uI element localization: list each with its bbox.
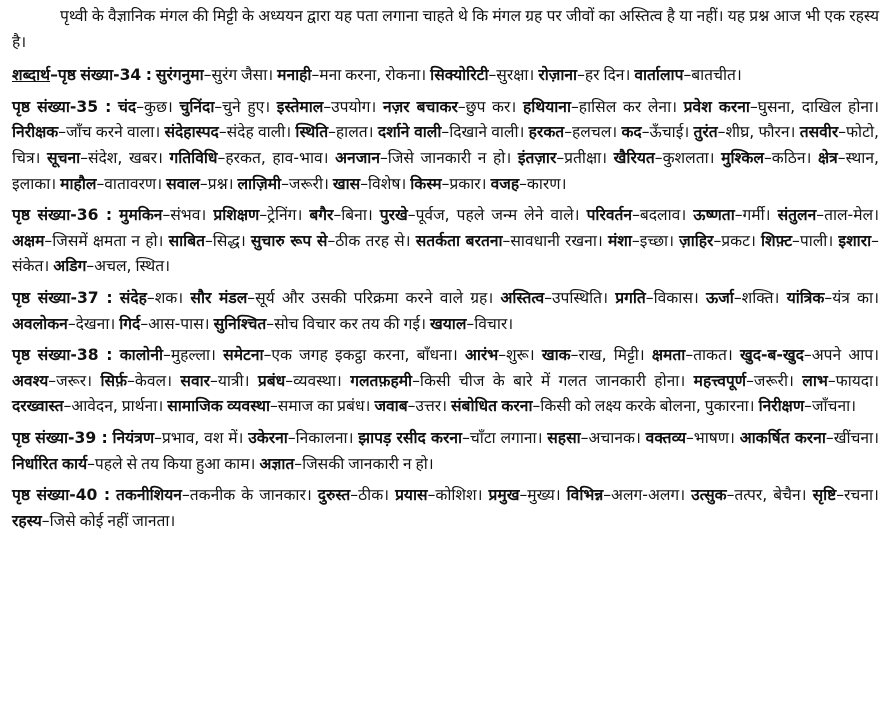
- glossary-meaning: हालत।: [335, 123, 374, 142]
- glossary-meaning: बिना।: [341, 206, 373, 225]
- glossary-meaning: भाषण।: [693, 428, 735, 447]
- glossary-term: संबोधित करना: [451, 397, 533, 416]
- glossary-meaning: यंत्र का।: [832, 288, 879, 307]
- glossary-meaning: आस-पास।: [148, 314, 210, 333]
- glossary-meaning: ताल-मेल।: [824, 206, 879, 225]
- glossary-term: कद: [621, 123, 642, 142]
- page-number-label: पृष्ठ संख्या-36 :: [12, 206, 113, 225]
- glossary-meaning: कुशलता।: [662, 148, 715, 167]
- glossary-meaning: सोच विचार कर तय की गई।: [274, 314, 427, 333]
- glossary-meaning: प्रतीक्षा।: [564, 148, 608, 167]
- glossary-meaning: कारण।: [526, 174, 567, 193]
- glossary-term: इंतज़ार: [517, 148, 557, 167]
- glossary-meaning: व्यवस्था।: [293, 371, 342, 390]
- glossary-meaning: सिद्ध।: [212, 231, 246, 250]
- glossary-term: सुचारु रूप से: [250, 231, 328, 250]
- glossary-meaning: कोशिश।: [435, 486, 483, 505]
- glossary: [12, 63, 879, 534]
- glossary-meaning: मुहल्ला।: [170, 346, 216, 365]
- glossary-meaning: उपयोग।: [331, 97, 377, 116]
- glossary-term: खयाल: [429, 314, 467, 333]
- glossary-meaning: जिसे कोई नहीं जानता।: [49, 511, 176, 530]
- glossary-term: सौर मंडल: [190, 288, 248, 307]
- glossary-section: पृष्ठ संख्या-36 : मुमकिन–संभव। प्रशिक्षण–ट्रेनिंग। बगैर–बिना। पुरखे–पूर्वज, पहले जन्म लेने वाले। परिवर्तन–बदलाव। ऊष्णता–गर्मी। संतुलन–ताल-मेल। अक्षम–जिसमें क्षमता न हो। साबित–सिद्ध। सुचारु रूप से–ठीक तरह से। सतर्कता बरतना–सावधानी रखना। मंशा–इच्छा। ज़ाहिर–प्रकट। शिफ़्ट–पाली। इशारा–संकेत। अडिग–अचल, स्थित।: [12, 206, 879, 276]
- glossary-section: पृष्ठ संख्या-35 : चंद–कुछ। चुनिंदा–चुने हुए। इस्तेमाल–उपयोग। नज़र बचाकर–छुप कर। हथियाना–हासिल कर लेना। प्रवेश करना–घुसना, दाखिल होना। निरीक्षक–जाँच करने वाला। संदेहास्पद–संदेह वाली। स्थिति–हालत। दर्शाने वाली–दिखाने वाली। हरकत–हलचल। कद–ऊँचाई। तुरंत–शीघ्र, फौरन। तसवीर–फोटो, चित्र। सूचना–संदेश, खबर। गतिविधि–हरकत, हाव-भाव। अनजान–जिसे जानकारी न हो। इंतज़ार–प्रतीक्षा। खैरियत–कुशलता। मुश्किल–कठिन। क्षेत्र–स्थान, इलाका। माहौल–वातावरण। सवाल–प्रश्न। लाज़िमी–जरूरी। खास–विशेष। किस्म–प्रकार। वजह–कारण।: [12, 97, 879, 193]
- glossary-term: मनाही: [277, 66, 312, 85]
- glossary-meaning: खींचना।: [833, 428, 879, 447]
- glossary-section: पृष्ठ संख्या-39 : नियंत्रण–प्रभाव, वश में। उकेरना–निकालना। झापड़ रसीद करना–चाँटा लगाना। सहसा–अचानक। वक्तव्य–भाषण। आकर्षित करना–खींचना। निर्धारित कार्य–पहले से तय किया हुआ काम। अज्ञात–जिसकी जानकारी न हो।: [12, 428, 879, 473]
- glossary-term: अज्ञात: [259, 454, 295, 473]
- glossary-meaning: जाँच करने वाला।: [66, 123, 161, 142]
- glossary-term: दरख्वास्त: [12, 397, 64, 416]
- glossary-term: किस्म: [410, 174, 442, 193]
- glossary-meaning: प्रश्न।: [207, 174, 234, 193]
- glossary-term: सृष्टि: [812, 486, 837, 505]
- glossary-term: महत्त्वपूर्ण: [693, 371, 747, 390]
- glossary-term: गिर्द: [119, 314, 141, 333]
- glossary-meaning: दिखाने वाली।: [449, 123, 525, 142]
- glossary-term: प्रमुख: [488, 486, 520, 505]
- glossary-section: शब्दार्थ–पृष्ठ संख्या-34 : सुरंगनुमा–सुरंग जैसा। मनाही–मना करना, रोकना। सिक्योरिटी–सुरक्षा। रोज़ाना–हर दिन। वार्तालाप–बातचीत।: [12, 66, 742, 85]
- glossary-meaning: रचना।: [844, 486, 879, 505]
- glossary-meaning: तत्पर, बेचैन।: [734, 486, 807, 505]
- glossary-meaning: उत्तर।: [415, 397, 448, 416]
- glossary-meaning: सुरक्षा।: [496, 66, 535, 85]
- glossary-meaning: देखना।: [75, 314, 116, 333]
- glossary-term: खाक: [541, 346, 571, 365]
- glossary-meaning: जिसे जानकारी न हो।: [387, 148, 512, 167]
- glossary-meaning: केवल।: [134, 371, 172, 390]
- glossary-term: अस्तित्व: [500, 288, 545, 307]
- glossary-meaning: ट्रेनिंग।: [267, 206, 303, 225]
- glossary-term: दुरुस्त: [317, 486, 351, 505]
- glossary-term: अडिग: [53, 257, 87, 276]
- glossary-meaning: संकेत।: [12, 257, 50, 276]
- glossary-meaning: उपस्थिति।: [551, 288, 608, 307]
- glossary-term: मंशा: [607, 231, 632, 250]
- glossary-meaning: किसी चीज के बारे में गलत जानकारी होना।: [419, 371, 686, 390]
- glossary-term: सुनिश्चित: [213, 314, 267, 333]
- glossary-meaning: सूर्य और उसकी परिक्रमा करने वाले ग्रह।: [255, 288, 494, 307]
- glossary-term: प्रबंध: [257, 371, 286, 390]
- glossary-term: कालोनी: [119, 346, 164, 365]
- glossary-meaning: फायदा।: [835, 371, 880, 390]
- glossary-term: अक्षम: [12, 231, 45, 250]
- glossary-meaning: जिसकी जानकारी न हो।: [302, 454, 434, 473]
- glossary-meaning: हासिल कर लेना।: [578, 97, 678, 116]
- glossary-section: पृष्ठ संख्या-40 : तकनीशियन–तकनीक के जानकार। दुरुस्त–ठीक। प्रयास–कोशिश। प्रमुख–मुख्य। विभिन्न–अलग-अलग। उत्सुक–तत्पर, बेचैन। सृष्टि–रचना। रहस्य–जिसे कोई नहीं जानता।: [12, 486, 879, 530]
- glossary-term: जवाब: [374, 397, 408, 416]
- glossary-term: सहसा: [547, 428, 581, 447]
- glossary-term: संदेह: [119, 288, 147, 307]
- glossary-meaning: गर्मी।: [742, 206, 771, 225]
- glossary-meaning: हरकत, हाव-भाव।: [225, 148, 329, 167]
- glossary-meaning: शीघ्र, फौरन।: [725, 123, 796, 142]
- glossary-section: पृष्ठ संख्या-37 : संदेह–शक। सौर मंडल–सूर्य और उसकी परिक्रमा करने वाले ग्रह। अस्तित्व–उपस्थिति। प्रगति–विकास। ऊर्जा–शक्ति। यांत्रिक–यंत्र का। अवलोकन–देखना। गिर्द–आस-पास। सुनिश्चित–सोच विचार कर तय की गई। खयाल–विचार।: [12, 288, 879, 333]
- glossary-meaning: हर दिन।: [584, 66, 631, 85]
- page-number-label: पृष्ठ संख्या-39 :: [12, 428, 108, 447]
- glossary-term: चुनिंदा: [179, 97, 215, 116]
- glossary-meaning: कुछ।: [143, 97, 173, 116]
- intro-paragraph: पृथ्वी के वैज्ञानिक मंगल की मिट्टी के अध्ययन द्वारा यह पता लगाना चाहते थे कि मंगल ग्रह पर जीवों का अस्तित्व है या नहीं। यह प्रश्न आज भी एक रहस्य है।: [12, 7, 879, 51]
- glossary-meaning: अचानक।: [588, 428, 641, 447]
- glossary-meaning: हलचल।: [571, 123, 618, 142]
- glossary-meaning: ऊँचाई।: [649, 123, 690, 142]
- glossary-term: प्रगति: [615, 288, 646, 307]
- glossary-meaning: विशेष।: [368, 174, 407, 193]
- glossary-term: गलतफ़हमी: [350, 371, 413, 390]
- glossary-term: वजह: [490, 174, 520, 193]
- glossary-term: क्षमता: [651, 346, 686, 365]
- glossary-meaning: जरूर।: [56, 371, 93, 390]
- glossary-term: पुरखे: [379, 206, 408, 225]
- glossary-term: अवलोकन: [12, 314, 68, 333]
- glossary-term: निरीक्षण: [758, 397, 805, 416]
- glossary-term: समेटना: [223, 346, 264, 365]
- glossary-meaning: यात्री।: [217, 371, 250, 390]
- glossary-term: प्रशिक्षण: [213, 206, 260, 225]
- glossary-meaning: इच्छा।: [639, 231, 674, 250]
- glossary-term: सवाल: [166, 174, 200, 193]
- glossary-term: तुरंत: [693, 123, 718, 142]
- glossary-term: मुश्किल: [721, 148, 764, 167]
- glossary-meaning: कठिन।: [771, 148, 812, 167]
- glossary-term: स्थिति: [295, 123, 329, 142]
- glossary-term: खास: [332, 174, 361, 193]
- glossary-term: वार्तालाप: [634, 66, 684, 85]
- glossary-meaning: समाज का प्रबंध।: [277, 397, 371, 416]
- glossary-term: क्षेत्र: [817, 148, 838, 167]
- glossary-term: हरकत: [528, 123, 565, 142]
- glossary-term: अनजान: [335, 148, 380, 167]
- glossary-term: नज़र बचाकर: [382, 97, 458, 116]
- glossary-term: ज़ाहिर: [679, 231, 714, 250]
- glossary-meaning: प्रभाव, वश में।: [161, 428, 244, 447]
- glossary-meaning: बदलाव।: [639, 206, 687, 225]
- glossary-term: सिक्योरिटी: [430, 66, 489, 85]
- glossary-term: संदेहास्पद: [164, 123, 219, 142]
- glossary-meaning: ठीक।: [358, 486, 390, 505]
- glossary-meaning: फोटो, चित्र।: [12, 123, 879, 167]
- glossary-meaning: आवेदन, प्रार्थना।: [71, 397, 164, 416]
- glossary-term: सुरंगनुमा: [155, 66, 204, 85]
- glossary-term: लाभ: [802, 371, 828, 390]
- glossary-term: तसवीर: [799, 123, 839, 142]
- glossary-term: झापड़ रसीद करना: [358, 428, 463, 447]
- glossary-meaning: छुप कर।: [465, 97, 517, 116]
- glossary-meaning: संभव।: [170, 206, 207, 225]
- glossary-term: उत्सुक: [691, 486, 727, 505]
- glossary-term: सूचना: [47, 148, 81, 167]
- glossary-term: निरीक्षक: [12, 123, 59, 142]
- glossary-term: उकेरना: [248, 428, 288, 447]
- page-number-label: पृष्ठ संख्या-37 :: [12, 288, 113, 307]
- glossary-term: मुमकिन: [119, 206, 163, 225]
- glossary-term: विभिन्न: [566, 486, 604, 505]
- glossary-meaning: चुने हुए।: [222, 97, 271, 116]
- glossary-meaning: जिसमें क्षमता न हो।: [52, 231, 164, 250]
- glossary-meaning: संदेश, खबर।: [87, 148, 163, 167]
- glossary-term: निर्धारित कार्य: [12, 454, 88, 473]
- glossary-term: प्रयास: [395, 486, 428, 505]
- glossary-term: सवार: [180, 371, 211, 390]
- glossary-term: प्रवेश करना: [683, 97, 750, 116]
- glossary-term: ऊर्जा: [706, 288, 734, 307]
- glossary-meaning: शुरू।: [506, 346, 535, 365]
- glossary-term: परिवर्तन: [586, 206, 633, 225]
- glossary-meaning: अचल, स्थित।: [94, 257, 171, 276]
- glossary-meaning: संदेह वाली।: [226, 123, 292, 142]
- glossary-term: माहौल: [60, 174, 97, 193]
- glossary-term: आकर्षित करना: [739, 428, 826, 447]
- glossary-term: लाज़िमी: [237, 174, 282, 193]
- glossary-meaning: पाली।: [799, 231, 834, 250]
- glossary-term: हथियाना: [522, 97, 571, 116]
- glossary-term: आरंभ: [464, 346, 499, 365]
- glossary-meaning: प्रकट।: [721, 231, 756, 250]
- glossary-term: यांत्रिक: [786, 288, 825, 307]
- glossary-term: इस्तेमाल: [276, 97, 324, 116]
- glossary-term: खुद-ब-खुद: [740, 346, 804, 365]
- glossary-term: तकनीशियन: [116, 486, 182, 505]
- glossary-term: रोज़ाना: [538, 66, 578, 85]
- glossary-meaning: मुख्य।: [527, 486, 561, 505]
- glossary-meaning: शक्ति।: [741, 288, 780, 307]
- glossary-term: चंद: [118, 97, 137, 116]
- glossary-term: ऊष्णता: [693, 206, 735, 225]
- glossary-meaning: निकालना।: [295, 428, 354, 447]
- glossary-term: सिर्फ़: [100, 371, 128, 390]
- glossary-term: इशारा: [838, 231, 872, 250]
- glossary-meaning: ठीक तरह से।: [335, 231, 411, 250]
- glossary-meaning: किसी को लक्ष्य करके बोलना, पुकारना।: [540, 397, 755, 416]
- page-number-label: पृष्ठ संख्या-35 :: [12, 97, 112, 116]
- glossary-term: शिफ़्ट: [761, 231, 793, 250]
- glossary-term: सतर्कता बरतना: [415, 231, 503, 250]
- glossary-meaning: घुसना, दाखिल होना।: [757, 97, 879, 116]
- glossary-meaning: चाँटा लगाना।: [469, 428, 543, 447]
- glossary-meaning: तकनीक के जानकार।: [189, 486, 312, 505]
- glossary-heading: शब्दार्थ: [12, 66, 51, 85]
- glossary-term: रहस्य: [12, 511, 42, 530]
- glossary-term: अवश्य: [12, 371, 49, 390]
- glossary-meaning: मना करना, रोकना।: [319, 66, 427, 85]
- glossary-meaning: वातावरण।: [104, 174, 163, 193]
- glossary-term: गतिविधि: [169, 148, 218, 167]
- glossary-meaning: प्रकार।: [449, 174, 487, 193]
- glossary-meaning: विचार।: [474, 314, 514, 333]
- glossary-meaning: पूर्वज, पहले जन्म लेने वाले।: [415, 206, 580, 225]
- glossary-term: साबित: [168, 231, 205, 250]
- glossary-meaning: जाँचना।: [811, 397, 857, 416]
- glossary-meaning: बातचीत।: [691, 66, 742, 85]
- page-number-label: पृष्ठ संख्या-40 :: [12, 486, 111, 505]
- glossary-term: संतुलन: [777, 206, 817, 225]
- glossary-term: सामाजिक व्यवस्था: [167, 397, 270, 416]
- glossary-meaning: जरूरी।: [288, 174, 329, 193]
- page-number-label: पृष्ठ संख्या-38 :: [12, 346, 113, 365]
- glossary-meaning: पहले से तय किया हुआ काम।: [94, 454, 256, 473]
- glossary-meaning: विकास।: [653, 288, 699, 307]
- glossary-term: बगैर: [309, 206, 334, 225]
- glossary-term: नियंत्रण: [112, 428, 155, 447]
- glossary-meaning: एक जगह इकट्ठा करना, बाँधना।: [271, 346, 458, 365]
- glossary-term: वक्तव्य: [645, 428, 686, 447]
- glossary-section: पृष्ठ संख्या-38 : कालोनी–मुहल्ला। समेटना–एक जगह इकट्ठा करना, बाँधना। आरंभ–शुरू। खाक–राख, मिट्टी। क्षमता–ताकत। खुद-ब-खुद–अपने आप। अवश्य–जरूर। सिर्फ़–केवल। सवार–यात्री। प्रबंध–व्यवस्था। गलतफ़हमी–किसी चीज के बारे में गलत जानकारी होना। महत्त्वपूर्ण–जरूरी। लाभ–फायदा। दरख्वास्त–आवेदन, प्रार्थना। सामाजिक व्यवस्था–समाज का प्रबंध। जवाब–उत्तर। संबोधित करना–किसी को लक्ष्य करके बोलना, पुकारना। निरीक्षण–जाँचना।: [12, 346, 880, 416]
- glossary-meaning: अपने आप।: [811, 346, 880, 365]
- glossary-meaning: ताकत।: [693, 346, 733, 365]
- glossary-term: खैरियत: [613, 148, 655, 167]
- glossary-meaning: स्थान, इलाका।: [12, 148, 879, 193]
- glossary-term: दर्शाने वाली: [377, 123, 442, 142]
- glossary-meaning: शक।: [154, 288, 184, 307]
- glossary-meaning: सुरंग जैसा।: [211, 66, 274, 85]
- glossary-meaning: जरूरी।: [753, 371, 794, 390]
- glossary-meaning: राख, मिट्टी।: [578, 346, 645, 365]
- page-number-label: पृष्ठ संख्या-34 :: [57, 66, 152, 85]
- glossary-meaning: सावधानी रखना।: [510, 231, 603, 250]
- glossary-meaning: अलग-अलग।: [611, 486, 686, 505]
